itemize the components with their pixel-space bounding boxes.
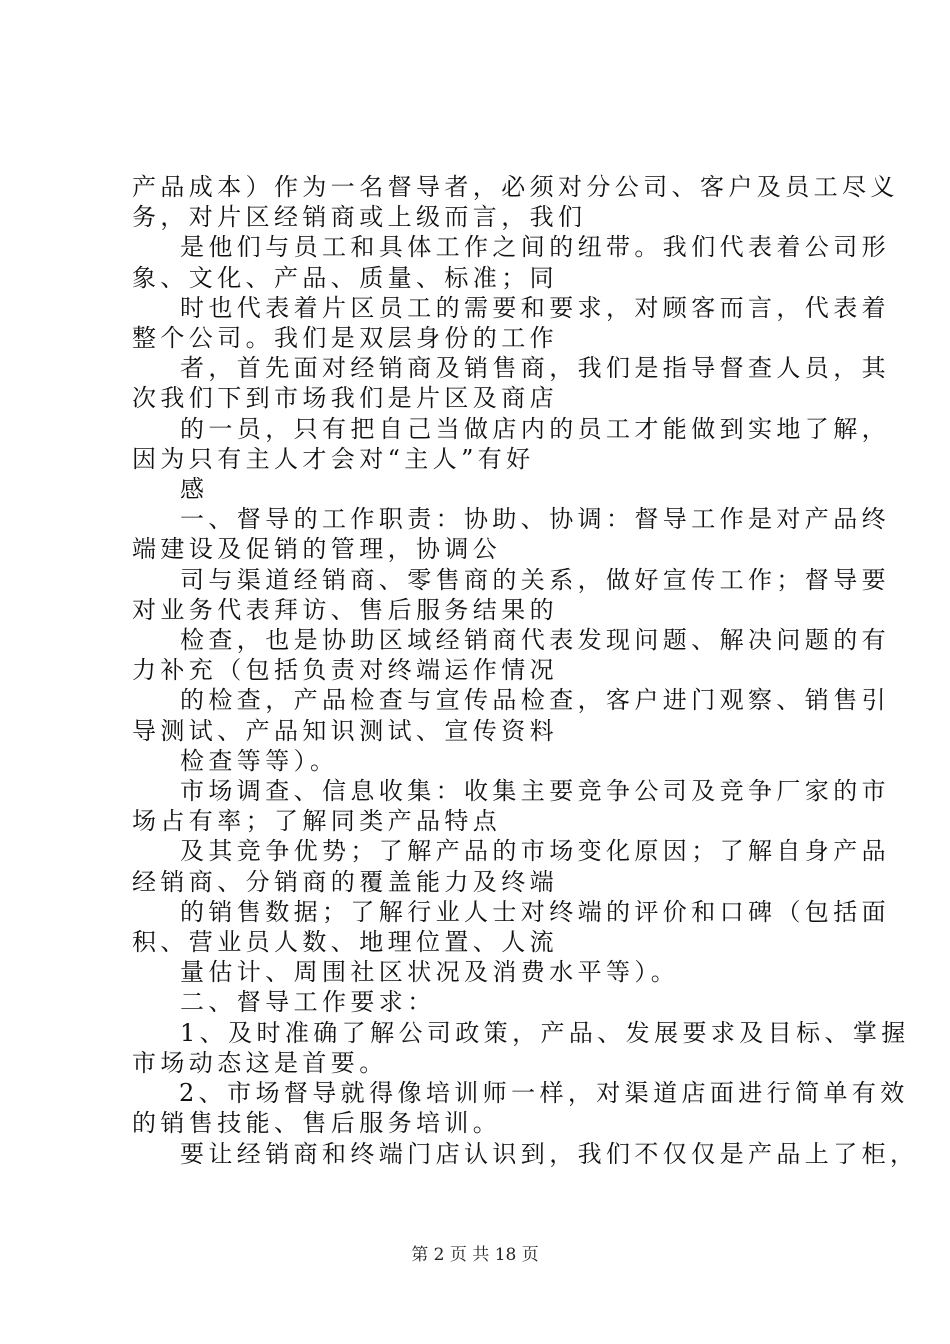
- text-line: 次我们下到市场我们是片区及商店: [132, 384, 558, 413]
- text-line: 导测试、产品知识测试、宣传资料: [132, 716, 558, 745]
- text-line: 力补充（包括负责对终端运作情况: [132, 656, 558, 685]
- text-line: 因为只有主人才会对“主人”有好: [132, 444, 535, 473]
- text-line: 产品成本）作为一名督导者，必须对分公司、客户及员工尽义: [132, 173, 899, 201]
- text-line: 检查等等）。: [180, 746, 339, 775]
- text-line: 场占有率；了解同类产品特点: [132, 807, 502, 836]
- text-line: 1、及时准确了解公司政策，产品、发展要求及目标、掌握: [180, 1018, 910, 1047]
- text-line: 及其竞争优势；了解产品的市场变化原因；了解自身产品: [180, 837, 890, 866]
- text-line: 市场动态这是首要。: [132, 1048, 388, 1077]
- text-line: 检查，也是协助区域经销商代表发现问题、解决问题的有: [180, 626, 890, 655]
- text-line: 要让经销商和终端门店认识到，我们不仅仅是产品上了柜，: [180, 1139, 919, 1168]
- text-line: 的销售技能、售后服务培训。: [132, 1109, 502, 1138]
- text-line: 整个公司。我们是双层身份的工作: [132, 324, 558, 353]
- text-line: 者，首先面对经销商及销售商，我们是指导督查人员，其: [180, 354, 890, 383]
- text-line: 时也代表着片区员工的需要和要求，对顾客而言，代表着: [180, 293, 890, 322]
- document-body: [132, 172, 919, 1169]
- text-line: 的销售数据；了解行业人士对终端的评价和口碑（包括面: [180, 897, 890, 926]
- text-line: 积、营业员人数、地理位置、人流: [132, 928, 558, 957]
- section-heading-line: 二、督导工作要求：: [180, 988, 436, 1017]
- text-line: 经销商、分销商的覆盖能力及终端: [132, 867, 558, 896]
- text-line: 2、市场督导就得像培训师一样，对渠道店面进行简单有效: [179, 1079, 909, 1108]
- section-heading-line: 一、督导的工作职责：协助、协调：督导工作是对产品终: [180, 505, 890, 534]
- text-line: 的检查，产品检查与宣传品检查，客户进门观察、销售引: [180, 686, 890, 715]
- text-line: 端建设及促销的管理，协调公: [132, 535, 502, 564]
- text-line: 感: [180, 475, 209, 504]
- text-line: 象、文化、产品、质量、标准；同: [132, 263, 558, 292]
- text-line: 量估计、周围社区状况及消费水平等）。: [180, 958, 680, 987]
- text-line: 司与渠道经销商、零售商的关系，做好宣传工作；督导要: [180, 565, 890, 594]
- text-line: 对业务代表拜访、售后服务结果的: [132, 595, 558, 624]
- text-line: 的一员，只有把自己当做店内的员工才能做到实地了解，: [180, 414, 890, 443]
- text-line: 是他们与员工和具体工作之间的纽带。我们代表着公司形: [180, 233, 890, 262]
- text-line: 务，对片区经销商或上级而言，我们: [132, 203, 587, 232]
- text-line: 市场调查、信息收集：收集主要竞争公司及竞争厂家的市: [180, 777, 890, 806]
- page-number-footer: 第 2 页 共 18 页: [411, 1245, 539, 1265]
